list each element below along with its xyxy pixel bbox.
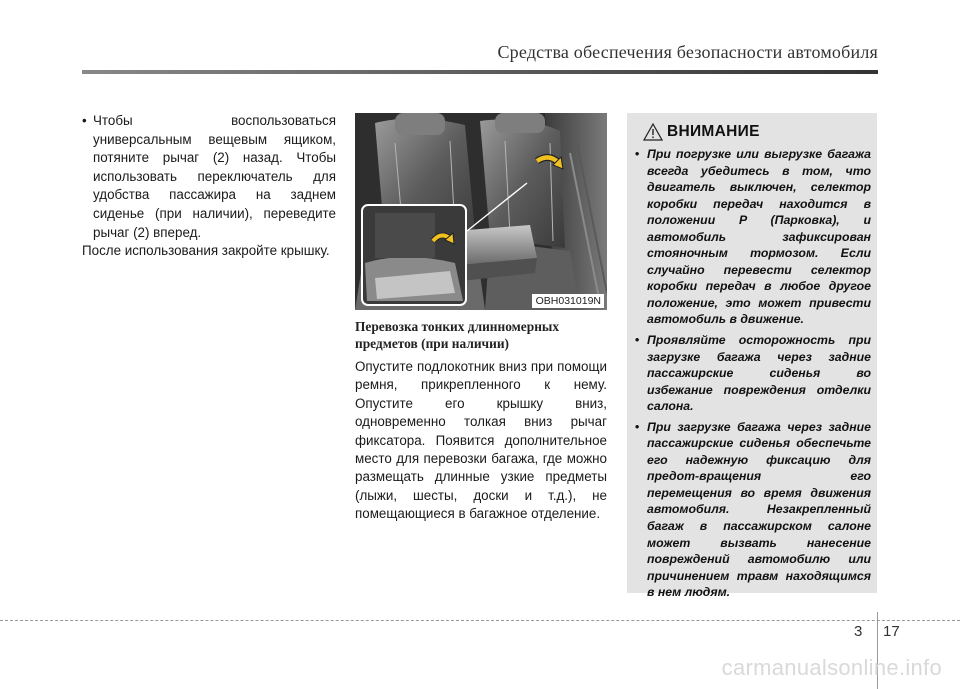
warning-item-text: При загрузке багажа через задние пассажирские сиденья обеспечьте его надежную фиксацию для предот-вращения его перемещения во время движения автомобиля. Незакрепленный багаж в пассажирском салоне может вызвать нанесение повреждений автомобилю или причинением травм находящимся в нем людям. xyxy=(647,419,871,600)
warning-bullet: • xyxy=(635,147,640,161)
warning-item xyxy=(635,332,871,415)
figure-caption: OBH031019N xyxy=(532,294,604,308)
warning-bullet: • xyxy=(635,333,640,348)
watermark: carmanualsonline.info xyxy=(721,655,942,680)
warning-triangle-icon xyxy=(643,123,663,141)
middle-column xyxy=(355,318,607,524)
warning-item-text: Проявляйте осторожность при загрузке багажа через задние пассажирские сиденья во избежание повреждения отделки салона. xyxy=(647,333,871,414)
warning-title: ВНИМАНИЕ xyxy=(667,123,760,140)
left-column xyxy=(82,112,336,261)
section-body: Опустите подлокотник вниз при помощи ремня, прикрепленного к нему. Опустите его крышку вниз, одновременно толкая вниз рычаг фиксатора. Появится дополнительное место для перевозки багажа, где можно размещать длинные узкие предметы (лыжи, шесты, доски и т.д.), не помещающиеся в багажное отделение. xyxy=(355,359,607,522)
chapter-number: 3 xyxy=(854,623,863,640)
rear-seat-figure xyxy=(355,113,607,310)
bullet-item xyxy=(82,112,336,242)
warning-item xyxy=(635,146,871,328)
section-heading: Перевозка тонких длинномерных предметов (при наличии) xyxy=(355,319,560,351)
closing-paragraph: После использования закройте крышку. xyxy=(82,243,330,259)
footer-rule xyxy=(0,620,960,621)
warning-list xyxy=(635,146,871,605)
header-rule xyxy=(82,70,878,74)
warning-box xyxy=(627,113,877,600)
warning-item xyxy=(635,419,871,601)
warning-bullet: • xyxy=(635,419,640,434)
bullet-text: Чтобы воспользоваться универсальным вещевым ящиком, потяните рычаг (2) назад. Чтобы использовать переключатель для удобства пассажира на заднем сиденье (при наличии), переведите рычаг (2) вперед. xyxy=(93,113,336,240)
warning-item-text: При погрузке или выгрузке багажа всегда убедитесь в том, что двигатель выключен, селектор коробки передач находится в положении P (Парковка), и автомобиль зафиксирован стояночным тормозом. Если случайно перевести селектор коробки передач в любое другое положение, это может привести автомобиль в движение. xyxy=(647,147,871,327)
page-number: 17 xyxy=(883,623,900,640)
page-header-title: Средства обеспечения безопасности автомобиля xyxy=(497,42,878,62)
bullet-glyph: • xyxy=(82,113,87,128)
warning-header xyxy=(643,123,760,141)
rear-seat-illustration xyxy=(355,113,607,310)
